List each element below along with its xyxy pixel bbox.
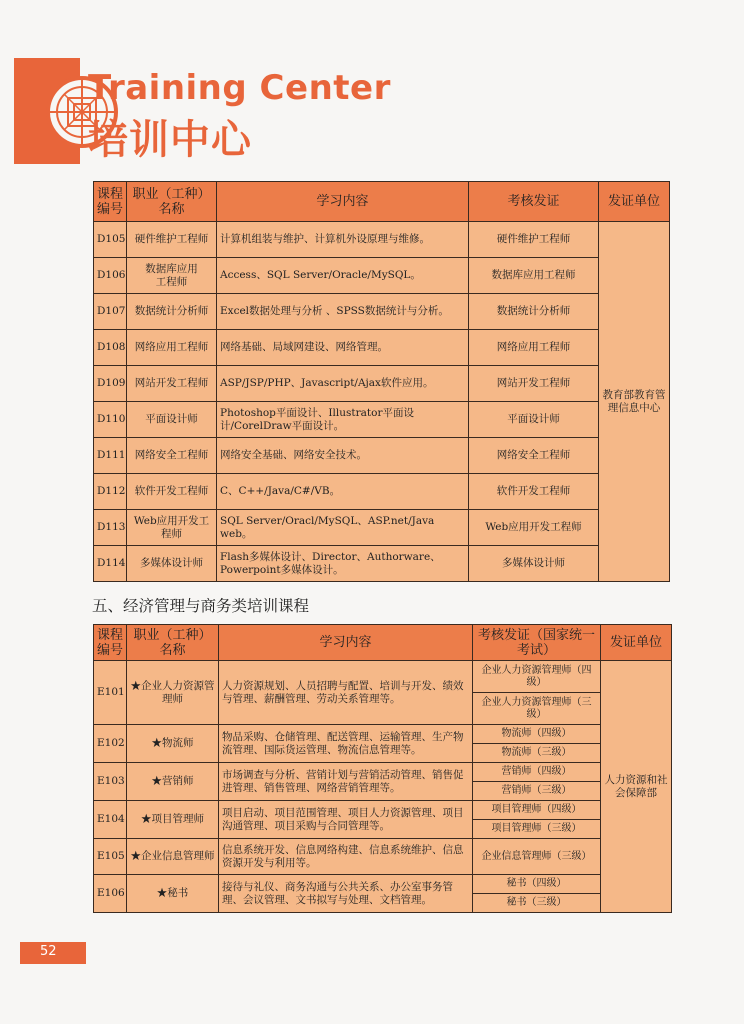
table-row <box>94 294 670 330</box>
certification: Web应用开发工程师 <box>469 510 599 546</box>
study-content: 人力资源规划、人员招聘与配置、培训与开发、绩效与管理、薪酬管理、劳动关系管理等。 <box>219 661 473 725</box>
table-row <box>94 801 672 820</box>
certification: 数据库应用工程师 <box>469 258 599 294</box>
study-content: Flash多媒体设计、Director、Authorware、Powerpoint多媒体设计。 <box>217 546 469 582</box>
certification: 企业人力资源管理师（三级） <box>473 693 601 725</box>
study-content: Photoshop平面设计、Illustrator平面设计/CorelDraw平面设计。 <box>217 402 469 438</box>
study-content: 网络基础、局域网建设、网络管理。 <box>217 330 469 366</box>
course-code: D112 <box>94 474 127 510</box>
course-code: E102 <box>94 725 127 763</box>
occupation-name: 多媒体设计师 <box>127 546 217 582</box>
study-content: 接待与礼仪、商务沟通与公共关系、办公室事务管理、会议管理、文书拟写与处理、文档管理。 <box>219 875 473 913</box>
study-content: 网络安全基础、网络安全技术。 <box>217 438 469 474</box>
course-code: E103 <box>94 763 127 801</box>
certification: 项目管理师（三级） <box>473 820 601 839</box>
certification: 项目管理师（四级） <box>473 801 601 820</box>
occupation-name: Web应用开发工程师 <box>127 510 217 546</box>
occupation-name: ★企业人力资源管理师 <box>127 661 219 725</box>
course-code: D110 <box>94 402 127 438</box>
course-code: D107 <box>94 294 127 330</box>
table-row <box>94 438 670 474</box>
section-title: 五、经济管理与商务类培训课程 <box>92 597 310 615</box>
course-code: D106 <box>94 258 127 294</box>
study-content: ASP/JSP/PHP、Javascript/Ajax软件应用。 <box>217 366 469 402</box>
course-code: D105 <box>94 222 127 258</box>
header-course-code: 课程编号 <box>94 182 127 222</box>
study-content: 项目启动、项目范围管理、项目人力资源管理、项目沟通管理、项目采购与合同管理等。 <box>219 801 473 839</box>
page-number: 52 <box>40 944 57 959</box>
occupation-name: 网络安全工程师 <box>127 438 217 474</box>
certification: 秘书（三级） <box>473 894 601 913</box>
study-content: Excel数据处理与分析 、SPSS数据统计与分析。 <box>217 294 469 330</box>
certification: 数据统计分析师 <box>469 294 599 330</box>
certification: 企业信息管理师（三级） <box>473 839 601 875</box>
course-code: D109 <box>94 366 127 402</box>
header-occupation-name: 职业（工种）名称 <box>127 625 219 661</box>
study-content: Access、SQL Server/Oracle/MySQL。 <box>217 258 469 294</box>
certification: 物流师（四级） <box>473 725 601 744</box>
occupation-name: 平面设计师 <box>127 402 217 438</box>
course-code: E101 <box>94 661 127 725</box>
study-content: 计算机组装与维护、计算机外设原理与维修。 <box>217 222 469 258</box>
certification: 营销师（三级） <box>473 782 601 801</box>
occupation-name: 数据库应用 工程师 <box>127 258 217 294</box>
table-row <box>94 402 670 438</box>
header-certification: 考核发证（国家统一考试） <box>473 625 601 661</box>
table-row <box>94 366 670 402</box>
header-title-en: Training Center <box>88 68 391 108</box>
header-certification: 考核发证 <box>469 182 599 222</box>
certification: 网络安全工程师 <box>469 438 599 474</box>
occupation-name: 软件开发工程师 <box>127 474 217 510</box>
occupation-name: ★项目管理师 <box>127 801 219 839</box>
table-row <box>94 474 670 510</box>
course-code: D114 <box>94 546 127 582</box>
table-header-row <box>94 182 670 222</box>
table-header-row <box>94 625 672 661</box>
certification: 网站开发工程师 <box>469 366 599 402</box>
certification: 秘书（四级） <box>473 875 601 894</box>
certification: 硬件维护工程师 <box>469 222 599 258</box>
course-table-it <box>93 181 670 582</box>
certification: 软件开发工程师 <box>469 474 599 510</box>
table-row <box>94 661 672 693</box>
table-row <box>94 510 670 546</box>
table-row <box>94 763 672 782</box>
issuing-body: 教育部教育管理信息中心 <box>599 222 670 582</box>
study-content: 市场调查与分析、营销计划与营销活动管理、销售促进管理、销售管理、网络营销管理等。 <box>219 763 473 801</box>
header-study-content: 学习内容 <box>219 625 473 661</box>
header-issuing-body: 发证单位 <box>601 625 672 661</box>
course-code: D111 <box>94 438 127 474</box>
table-row <box>94 839 672 875</box>
certification: 网络应用工程师 <box>469 330 599 366</box>
table-row <box>94 875 672 894</box>
table-row <box>94 725 672 744</box>
course-table-management <box>93 624 672 913</box>
course-code: D113 <box>94 510 127 546</box>
certification: 营销师（四级） <box>473 763 601 782</box>
occupation-name: ★物流师 <box>127 725 219 763</box>
occupation-name: 硬件维护工程师 <box>127 222 217 258</box>
course-code: E106 <box>94 875 127 913</box>
study-content: 信息系统开发、信息网络构建、信息系统维护、信息资源开发与利用等。 <box>219 839 473 875</box>
certification: 企业人力资源管理师（四级） <box>473 661 601 693</box>
occupation-name: ★企业信息管理师 <box>127 839 219 875</box>
occupation-name: 数据统计分析师 <box>127 294 217 330</box>
header-occupation-name: 职业（工种）名称 <box>127 182 217 222</box>
table-row <box>94 258 670 294</box>
certification: 多媒体设计师 <box>469 546 599 582</box>
course-code: E104 <box>94 801 127 839</box>
issuing-body: 人力资源和社会保障部 <box>601 661 672 913</box>
study-content: 物品采购、仓储管理、配送管理、运输管理、生产物流管理、国际货运管理、物流信息管理等。 <box>219 725 473 763</box>
header-course-code: 课程编号 <box>94 625 127 661</box>
study-content: C、C++/Java/C#/VB。 <box>217 474 469 510</box>
table-row <box>94 546 670 582</box>
header-title-cn: 培训中心 <box>88 117 252 163</box>
occupation-name: ★营销师 <box>127 763 219 801</box>
occupation-name: ★秘书 <box>127 875 219 913</box>
certification: 物流师（三级） <box>473 744 601 763</box>
course-code: E105 <box>94 839 127 875</box>
occupation-name: 网络应用工程师 <box>127 330 217 366</box>
header-study-content: 学习内容 <box>217 182 469 222</box>
table-row <box>94 222 670 258</box>
certification: 平面设计师 <box>469 402 599 438</box>
table-row <box>94 330 670 366</box>
occupation-name: 网站开发工程师 <box>127 366 217 402</box>
course-code: D108 <box>94 330 127 366</box>
study-content: SQL Server/Oracl/MySQL、ASP.net/Java web。 <box>217 510 469 546</box>
header-issuing-body: 发证单位 <box>599 182 670 222</box>
